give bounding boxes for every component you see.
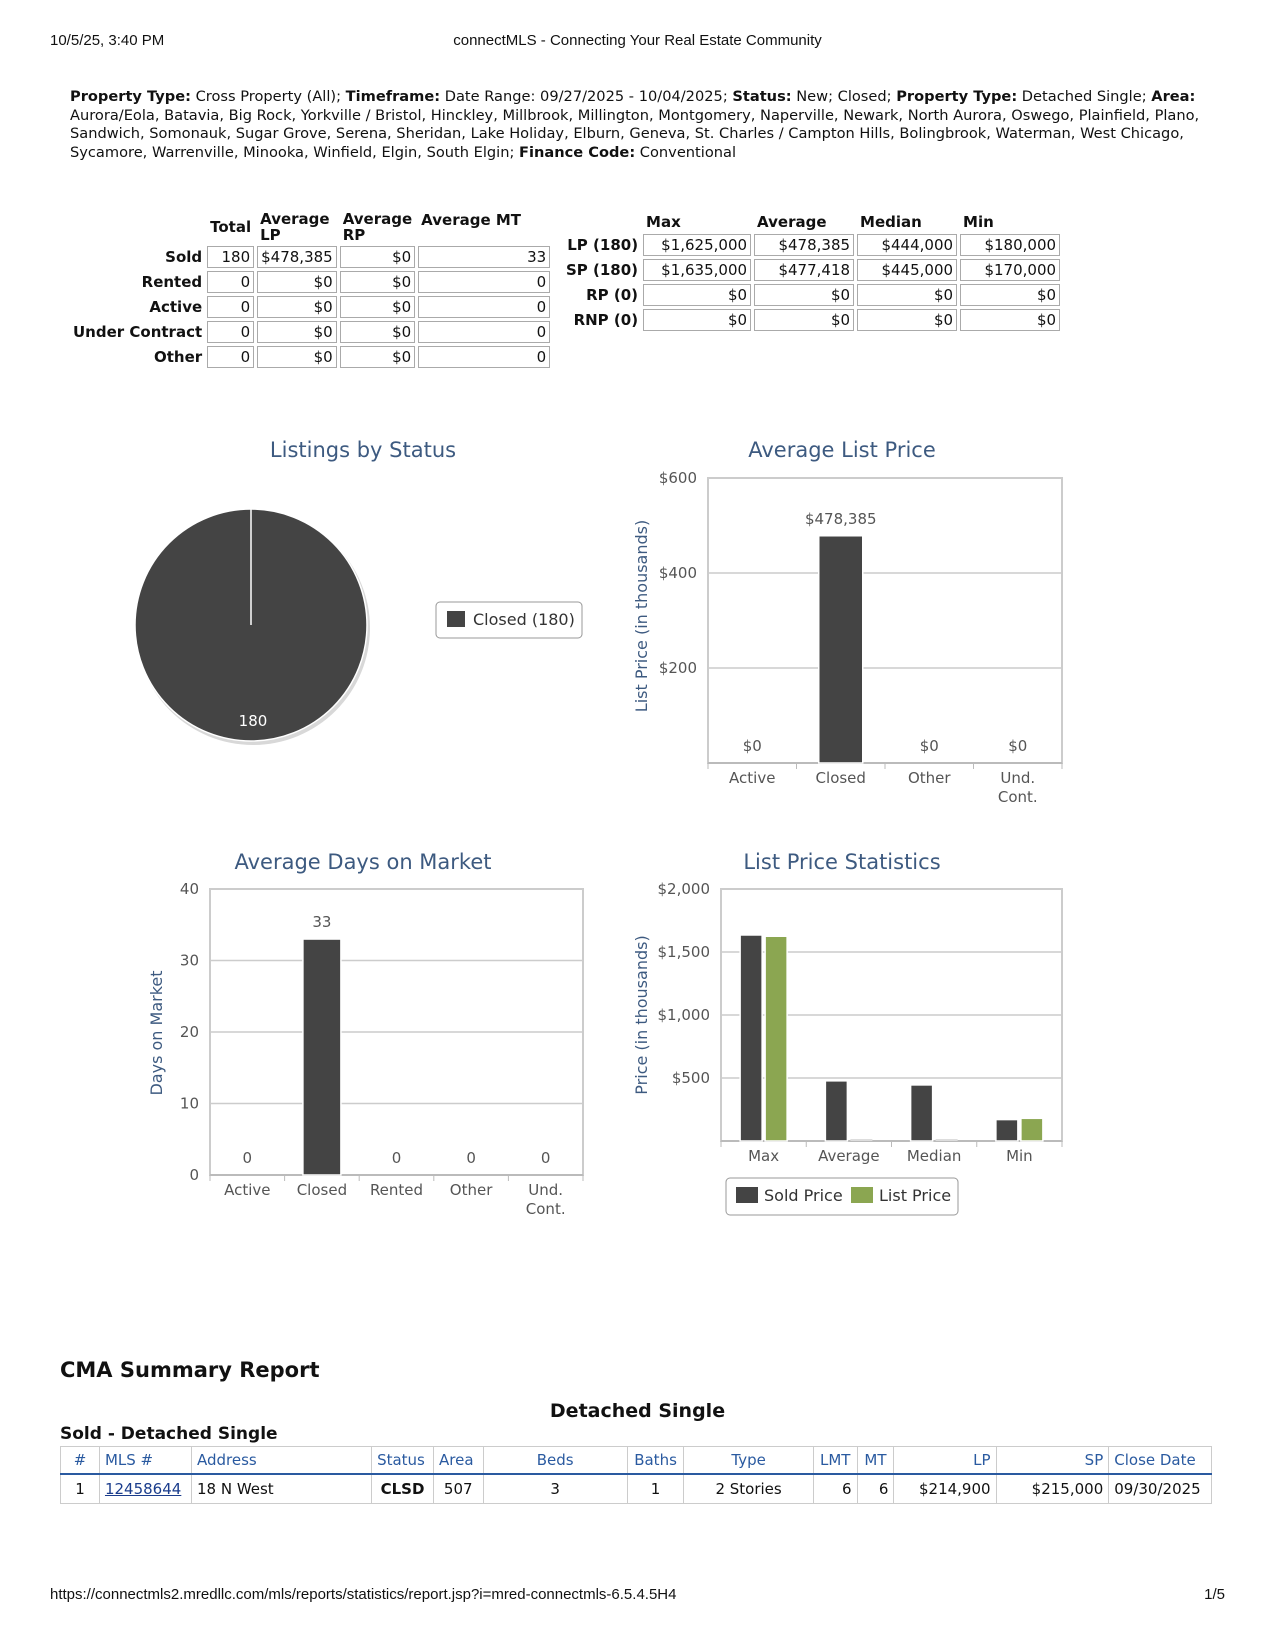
type-cell: 2 Stories <box>684 1474 814 1504</box>
median-cell: $0 <box>857 284 957 306</box>
print-url: https://connectmls2.mredllc.com/mls/reports/statistics/report.jsp?i=mred-connectmls-6.5.4.5H4 <box>50 1586 677 1603</box>
x-tick-label: Active <box>729 769 776 787</box>
col-header: Average RP <box>342 210 413 244</box>
table-row <box>563 234 1060 256</box>
row-label: SP (180) <box>566 261 639 279</box>
price-stats-table <box>560 208 1063 334</box>
criteria-label: Property Type: <box>896 88 1018 105</box>
col-header: # <box>61 1447 100 1475</box>
area-cell: 507 <box>434 1474 484 1504</box>
beds-cell: 3 <box>483 1474 627 1504</box>
row-label: Other <box>153 348 203 366</box>
min-cell: $0 <box>960 284 1060 306</box>
max-cell: $1,625,000 <box>643 234 751 256</box>
status-summary-table <box>67 208 553 371</box>
row-label: Rented <box>141 273 203 291</box>
print-datetime: 10/5/25, 3:40 PM <box>50 32 165 49</box>
legend-label: Closed (180) <box>473 610 575 629</box>
criteria-label: Area: <box>1151 88 1196 105</box>
mls-number-link[interactable]: 12458644 <box>104 1480 182 1498</box>
col-header: Beds <box>483 1447 627 1475</box>
col-header: SP <box>996 1447 1109 1475</box>
avg-cell: $478,385 <box>754 234 854 256</box>
section-heading: Sold - Detached Single <box>60 1424 278 1444</box>
legend-label: Sold Price <box>764 1186 843 1205</box>
avg-rp-cell: $0 <box>340 246 415 268</box>
max-cell: $0 <box>643 309 751 331</box>
x-tick-label: Other <box>449 1181 493 1199</box>
search-criteria <box>70 88 1210 162</box>
bar-value-label: 0 <box>466 1149 476 1167</box>
avg-mt-cell: 0 <box>418 271 550 293</box>
sp-cell: $215,000 <box>996 1474 1109 1504</box>
y-tick-label: 0 <box>189 1166 199 1184</box>
table-row <box>563 309 1060 331</box>
average-list-price-chart <box>630 430 1070 810</box>
x-tick-label: Active <box>224 1181 271 1199</box>
bar-value-label: 0 <box>540 1149 551 1167</box>
bar-max-sold-price <box>740 935 762 1141</box>
max-cell: $0 <box>643 284 751 306</box>
bar-value-label: 0 <box>391 1149 402 1167</box>
avg-lp-cell: $0 <box>257 346 337 368</box>
listings-by-status-chart <box>120 430 620 770</box>
avg-lp-cell: $0 <box>257 296 337 318</box>
lp-cell: $214,900 <box>894 1474 996 1504</box>
table-row <box>70 296 550 318</box>
y-tick-label: 40 <box>179 880 199 898</box>
x-tick-label: Min <box>1006 1147 1033 1165</box>
lmt-cell: 6 <box>813 1474 857 1504</box>
criteria-value: New; Closed; <box>791 88 897 105</box>
avg-lp-cell: $478,385 <box>257 246 337 268</box>
criteria-label: Property Type: <box>70 88 191 105</box>
avg-lp-cell: $0 <box>257 271 337 293</box>
y-tick-label: 10 <box>179 1094 199 1113</box>
min-cell: $0 <box>960 309 1060 331</box>
table-row <box>70 346 550 368</box>
total-cell: 180 <box>207 246 254 268</box>
avg-rp-cell: $0 <box>340 296 415 318</box>
col-header: Type <box>684 1447 814 1475</box>
criteria-label: Finance Code: <box>519 143 636 161</box>
avg-cell: $0 <box>754 284 854 306</box>
row-label: Sold <box>165 248 203 266</box>
mt-cell: 6 <box>857 1474 894 1504</box>
legend-label: List Price <box>879 1186 952 1205</box>
table-row <box>61 1474 1212 1504</box>
col-header: Average <box>757 213 827 231</box>
report-subtitle: Detached Single <box>549 1400 726 1422</box>
list-price-statistics-chart <box>630 842 1070 1227</box>
y-tick-label: $600 <box>658 469 697 487</box>
x-tick-label: Max <box>748 1147 780 1165</box>
criteria-value: Cross Property (All); <box>190 88 346 105</box>
print-page-number: 1/5 <box>1204 1586 1225 1603</box>
median-cell: $0 <box>857 309 957 331</box>
chart-title: Average List Price <box>748 438 936 462</box>
avg-mt-cell: 0 <box>418 346 550 368</box>
y-tick-label: 20 <box>179 1023 199 1041</box>
avg-mt-cell: 33 <box>418 246 550 268</box>
status-cell: CLSD <box>372 1474 434 1504</box>
total-cell: 0 <box>207 271 254 293</box>
bar-value-label: $478,385 <box>804 509 877 528</box>
bar-value-label: 0 <box>242 1149 253 1167</box>
col-header: Address <box>191 1447 371 1475</box>
bar-zero <box>936 1139 958 1141</box>
x-tick-label: Cont. <box>997 788 1038 806</box>
y-tick-label: $500 <box>671 1069 710 1087</box>
x-tick-label: Und. <box>528 1181 564 1199</box>
x-tick-label: Cont. <box>525 1200 566 1218</box>
row-label: LP (180) <box>567 236 639 254</box>
y-tick-label: $1,500 <box>657 943 710 961</box>
x-tick-label: Other <box>907 769 951 787</box>
y-tick-label: $1,000 <box>657 1006 710 1024</box>
y-axis-label: Price (in thousands) <box>632 935 651 1095</box>
plot-area <box>708 478 1062 763</box>
bar-value-label: $0 <box>919 737 939 755</box>
legend-swatch-sold <box>736 1187 758 1203</box>
col-header: MLS # <box>99 1447 191 1475</box>
median-cell: $444,000 <box>857 234 957 256</box>
y-axis-label: Days on Market <box>147 970 166 1096</box>
col-header: Total <box>210 218 252 236</box>
col-header: Min <box>963 213 994 231</box>
min-cell: $170,000 <box>960 259 1060 281</box>
avg-lp-cell: $0 <box>257 321 337 343</box>
criteria-value: Aurora/Eola, Batavia, Big Rock, Yorkville / Bristol, Hinckley, Millbrook, Millington, Montgomery, Naperville, Newark, North Aurora, Oswego, Plainfield, Plano, Sandwich, Somonauk, Sugar Grove, Serena, Sheridan, Lake Holiday, Elburn, Geneva, St. Charles / Campton Hills, Bolingbrook, Waterman, West Chicago, Sycamore, Warrenville, Minooka, Winfield, Elgin, South Elgin; <box>70 106 1200 161</box>
chart-title: List Price Statistics <box>743 850 941 874</box>
avg-cell: $0 <box>754 309 854 331</box>
avg-mt-cell: 0 <box>418 321 550 343</box>
avg-rp-cell: $0 <box>340 271 415 293</box>
bar-max-list-price <box>765 936 787 1141</box>
x-tick-label: Closed <box>296 1181 348 1199</box>
y-axis-label: List Price (in thousands) <box>632 519 651 713</box>
bar-median-sold-price <box>911 1085 933 1141</box>
chart-title: Listings by Status <box>269 438 457 462</box>
total-cell: 0 <box>207 321 254 343</box>
baths-cell: 1 <box>627 1474 684 1504</box>
bar-value-label: $0 <box>1008 737 1028 755</box>
x-tick-label: Und. <box>1000 769 1036 787</box>
median-cell: $445,000 <box>857 259 957 281</box>
criteria-value: Conventional <box>635 143 736 161</box>
x-tick-label: Closed <box>815 769 866 787</box>
y-tick-label: $400 <box>658 564 697 582</box>
close-date-cell: 09/30/2025 <box>1109 1474 1212 1504</box>
col-header: Average LP <box>260 210 330 244</box>
max-cell: $1,635,000 <box>643 259 751 281</box>
bar-min-list-price <box>1021 1118 1043 1141</box>
row-number: 1 <box>61 1474 100 1504</box>
min-cell: $180,000 <box>960 234 1060 256</box>
col-header: LMT <box>813 1447 857 1475</box>
criteria-label: Timeframe: <box>345 88 441 105</box>
total-cell: 0 <box>207 296 254 318</box>
bar-zero <box>850 1139 872 1141</box>
total-cell: 0 <box>207 346 254 368</box>
report-title: CMA Summary Report <box>60 1358 320 1382</box>
bar-value-label: $0 <box>742 737 762 755</box>
criteria-value: Detached Single; <box>1017 88 1152 105</box>
bar-closed <box>303 939 341 1175</box>
address-cell: 18 N West <box>191 1474 371 1504</box>
legend-swatch-closed <box>447 611 465 627</box>
table-row <box>70 246 550 268</box>
col-header: Status <box>372 1447 434 1475</box>
criteria-label: Status: <box>732 88 792 105</box>
criteria-value: Date Range: 09/27/2025 - 10/04/2025; <box>440 88 733 105</box>
avg-rp-cell: $0 <box>340 321 415 343</box>
avg-rp-cell: $0 <box>340 346 415 368</box>
average-days-on-market-chart <box>145 842 605 1227</box>
y-tick-label: $200 <box>658 659 697 677</box>
y-tick-label: 30 <box>179 951 199 970</box>
col-header: MT <box>857 1447 894 1475</box>
col-header: Baths <box>627 1447 684 1475</box>
row-label: Active <box>149 298 203 316</box>
x-tick-label: Rented <box>369 1181 424 1199</box>
bar-closed <box>819 536 863 763</box>
table-row <box>563 259 1060 281</box>
bar-min-sold-price <box>996 1120 1018 1141</box>
x-tick-label: Average <box>818 1147 880 1165</box>
y-tick-label: $2,000 <box>657 880 710 898</box>
col-header: Area <box>434 1447 484 1475</box>
avg-cell: $477,418 <box>754 259 854 281</box>
cma-table <box>60 1446 1212 1504</box>
col-header: Close Date <box>1109 1447 1212 1475</box>
col-header: Max <box>646 213 681 231</box>
col-header: LP <box>894 1447 996 1475</box>
row-label: Under Contract <box>73 323 203 341</box>
col-header: Average MT <box>421 211 522 229</box>
col-header: Median <box>860 213 922 231</box>
legend-swatch-list <box>851 1187 873 1203</box>
bar-average-sold-price <box>825 1081 847 1141</box>
table-row <box>70 271 550 293</box>
pie-slice-label: 180 <box>238 712 268 730</box>
row-label: RP (0) <box>586 286 639 304</box>
print-page-title: connectMLS - Connecting Your Real Estate Community <box>453 32 822 49</box>
avg-mt-cell: 0 <box>418 296 550 318</box>
x-tick-label: Median <box>906 1147 962 1165</box>
table-row <box>563 284 1060 306</box>
row-label: RNP (0) <box>573 311 639 329</box>
bar-value-label: 33 <box>312 913 332 932</box>
table-row <box>70 321 550 343</box>
chart-title: Average Days on Market <box>234 850 492 874</box>
